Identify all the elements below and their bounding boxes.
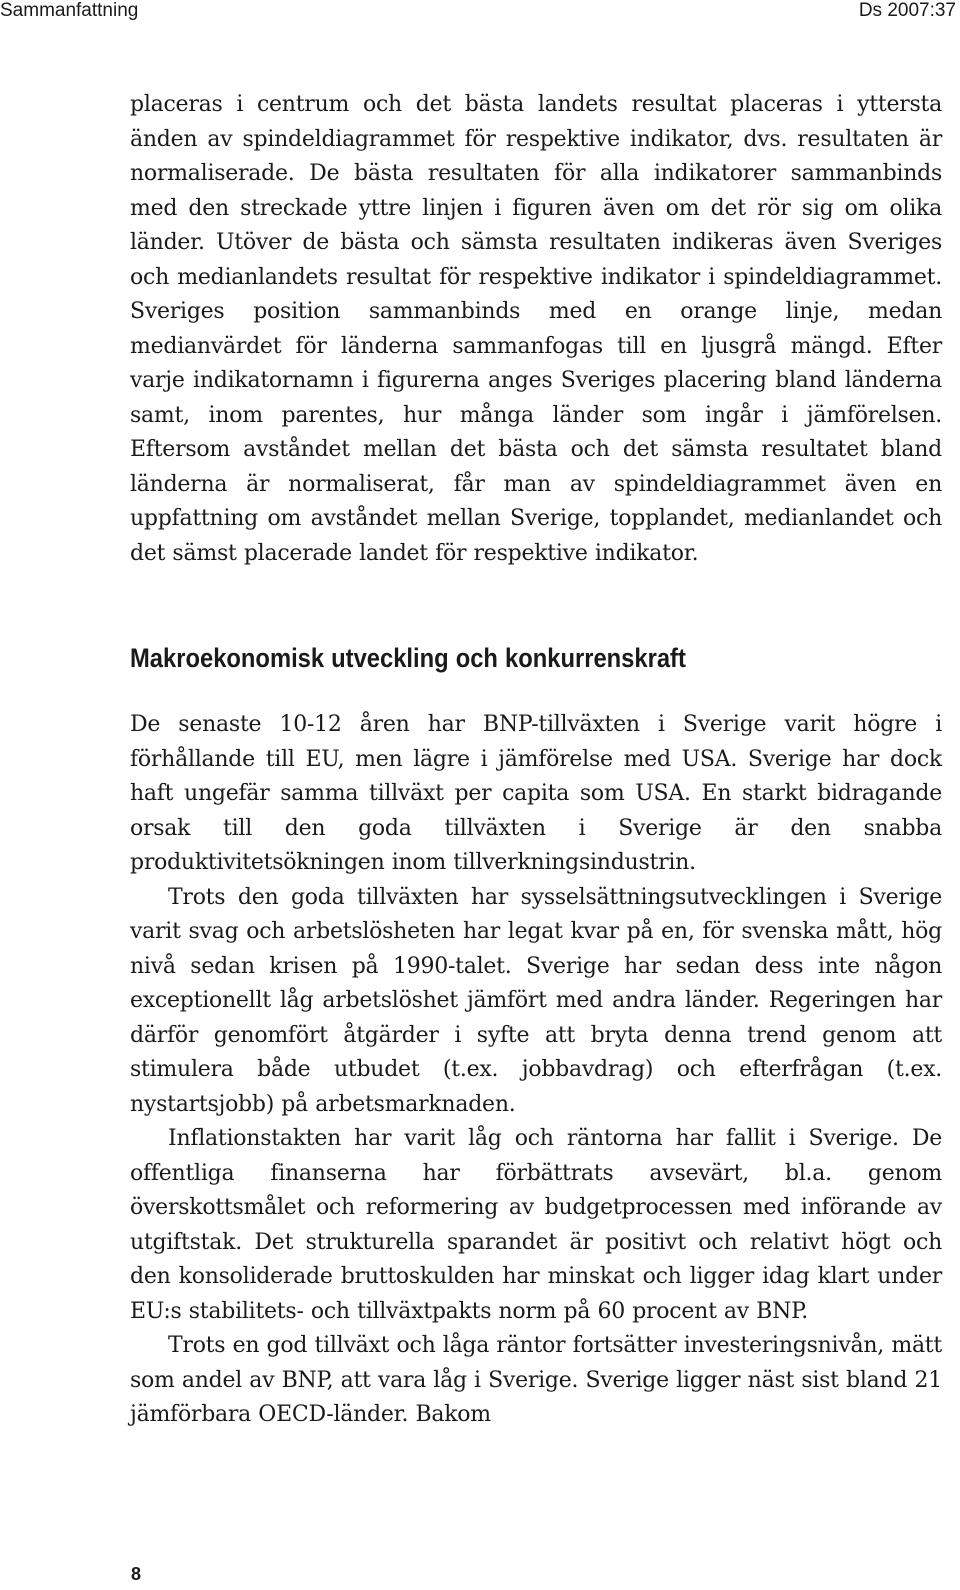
body-paragraph: Inflationstakten har varit låg och räntorna har fallit i Sverige. De offentliga finanserna har förbättrats avsevärt, bl.a. genom överskottsmålet och reformering av budgetprocessen med införande av utgiftstak. Det strukturella sparandet är positivt och relativt högt och den konsoliderade bruttoskulden har minskat och ligger idag klart under EU:s stabilitets- och tillväxtpakts norm på 60 procent av BNP.	[130, 1126, 942, 1324]
header-document-id: Ds 2007:37	[858, 0, 956, 21]
running-header	[0, 0, 960, 24]
header-section-title: Sammanfattning	[0, 0, 139, 21]
page-number: 8	[131, 1564, 142, 1584]
body-paragraph: Trots en god tillväxt och låga räntor fortsätter investeringsnivån, mätt som andel av BNP, att vara låg i Sverige. Sverige ligger näst sist bland 21 jämförbara OECD-länder. Bakom	[130, 1333, 942, 1427]
page-body	[130, 88, 942, 1433]
body-paragraph: Trots den goda tillväxten har sysselsättningsutvecklingen i Sverige varit svag och arbetslösheten har legat kvar på en, för svenska mått, hög nivå sedan krisen på 1990-talet. Sverige har sedan dess inte någon exceptionellt låg arbetslöshet jämfört med andra länder. Regeringen har därför genomfört åtgärder i syfte att bryta denna trend genom att stimulera både utbudet (t.ex. jobbavdrag) och efterfrågan (t.ex. nystartsjobb) på arbetsmarknaden.	[130, 884, 942, 1117]
body-paragraph-intro: placeras i centrum och det bästa landets resultat placeras i yttersta änden av spindeldiagrammet för respektive indikator, dvs. resultaten är normaliserade. De bästa resultaten för alla indikatorer sammanbinds med den streckade yttre linjen i figuren även om det rör sig om olika länder. Utöver de bästa och sämsta resultaten indikeras även Sveriges och medianlandets resultat för respektive indikator i spindeldiagrammet. Sveriges position sammanbinds med en orange linje, medan medianvärdet för länderna sammanfogas till en ljusgrå mängd. Efter varje indikatornamn i figurerna anges Sveriges placering bland länderna samt, inom parentes, hur många länder som ingår i jämförelsen. Eftersom avståndet mellan det bästa och det sämsta resultatet bland länderna är normaliserat, får man av spindeldiagrammet även en uppfattning om avståndet mellan Sverige, topplandet, medianlandet och det sämst placerade landet för respektive indikator.	[130, 92, 942, 566]
section-heading: Makroekonomisk utveckling och konkurrenskraft	[130, 643, 686, 673]
body-paragraph: De senaste 10-12 åren har BNP-tillväxten i Sverige varit högre i förhållande till EU, men lägre i jämförelse med USA. Sverige har dock haft ungefär samma tillväxt per capita som USA. En starkt bidragande orsak till den goda tillväxten i Sverige är den snabba produktivitetsökningen inom tillverkningsindustrin.	[130, 712, 942, 875]
